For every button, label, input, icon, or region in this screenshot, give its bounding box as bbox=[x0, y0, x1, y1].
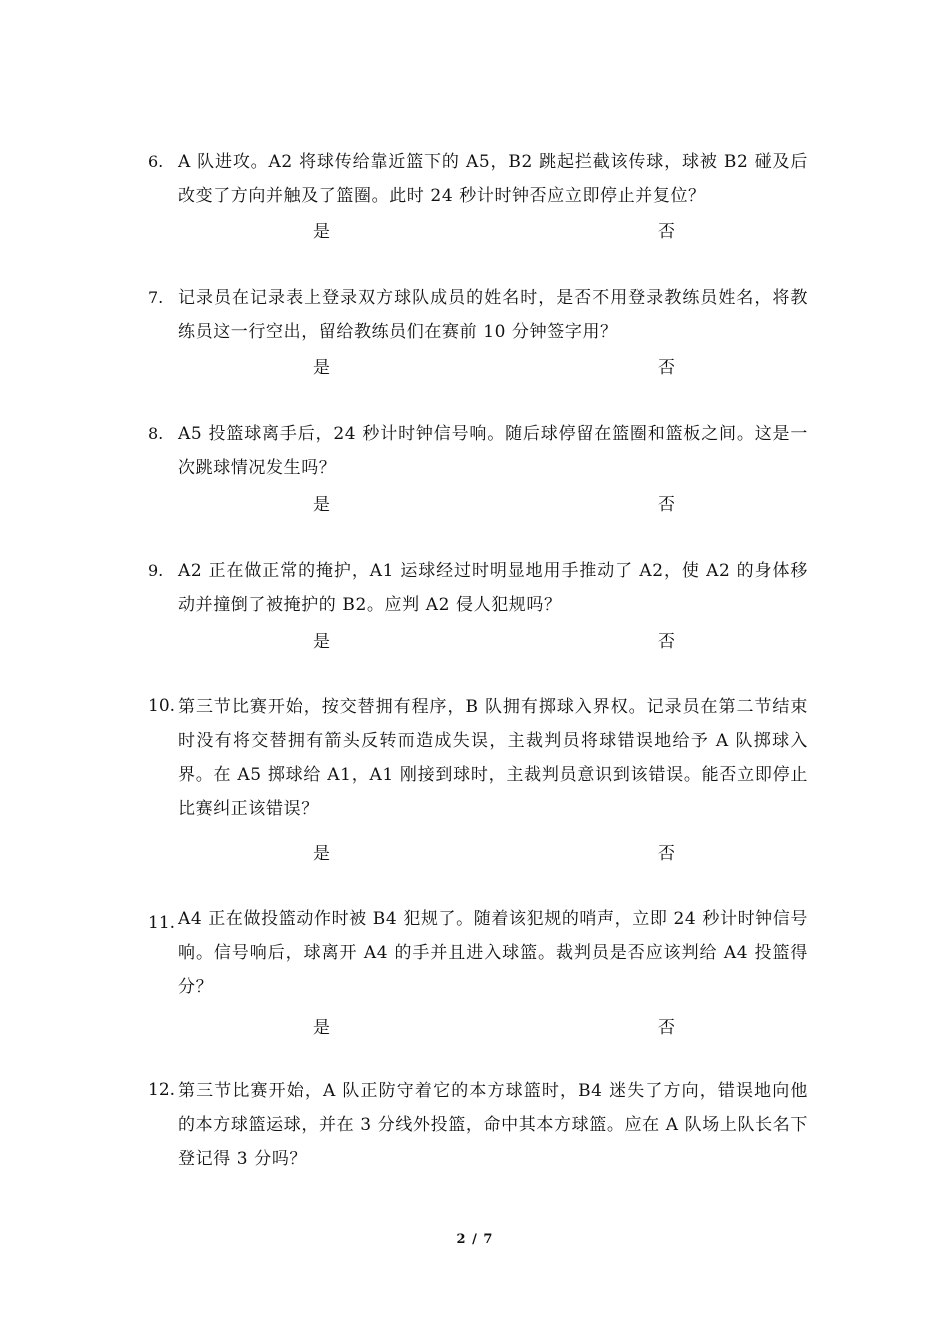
question-number: 12. bbox=[148, 1080, 176, 1100]
question-7 bbox=[148, 281, 808, 349]
answer-yes[interactable]: 是 bbox=[313, 358, 330, 378]
answer-no[interactable]: 否 bbox=[658, 632, 675, 652]
page-indicator: 2 / 7 bbox=[456, 1232, 494, 1247]
question-12 bbox=[148, 1074, 808, 1176]
question-text: A5 投篮球离手后，24 秒计时钟信号响。随后球停留在篮圈和篮板之间。这是一次跳球情况发生吗？ bbox=[178, 424, 808, 478]
question-text: 第三节比赛开始，A 队正防守着它的本方球篮时，B4 迷失了方向，错误地向他的本方球篮运球，并在 3 分线外投篮，命中其本方球篮。应在 A 队场上队长名下登记得 3 分吗？ bbox=[178, 1081, 808, 1169]
answer-yes[interactable]: 是 bbox=[313, 632, 330, 652]
answer-yes[interactable]: 是 bbox=[313, 844, 330, 864]
answer-no[interactable]: 否 bbox=[658, 1018, 675, 1038]
answer-options-7 bbox=[0, 352, 950, 384]
answer-yes[interactable]: 是 bbox=[313, 1018, 330, 1038]
answer-options-10 bbox=[0, 838, 950, 870]
question-text: A2 正在做正常的掩护，A1 运球经过时明显地用手推动了 A2，使 A2 的身体移动并撞倒了被掩护的 B2。应判 A2 侵人犯规吗？ bbox=[178, 561, 808, 615]
answer-options-6 bbox=[0, 216, 950, 248]
answer-no[interactable]: 否 bbox=[658, 495, 675, 515]
question-text: 第三节比赛开始，按交替拥有程序，B 队拥有掷球入界权。记录员在第二节结束时没有将交替拥有箭头反转而造成失误，主裁判员将球错误地给予 A 队掷球入界。在 A5 掷球给 A1，A1 刚接到球时，主裁判员意识到该错误。能否立即停止比赛纠正该错误？ bbox=[178, 697, 808, 819]
answer-no[interactable]: 否 bbox=[658, 844, 675, 864]
question-11 bbox=[148, 902, 808, 1004]
answer-options-9 bbox=[0, 626, 950, 658]
question-number: 8. bbox=[148, 424, 164, 443]
question-number: 9. bbox=[148, 561, 164, 580]
question-number: 10. bbox=[148, 696, 176, 716]
answer-no[interactable]: 否 bbox=[658, 358, 675, 378]
question-9 bbox=[148, 554, 808, 622]
answer-yes[interactable]: 是 bbox=[313, 222, 330, 242]
question-6 bbox=[148, 145, 808, 213]
question-text: 记录员在记录表上登录双方球队成员的姓名时，是否不用登录教练员姓名，将教练员这一行空出，留给教练员们在赛前 10 分钟签字用？ bbox=[178, 288, 808, 342]
question-number: 11. bbox=[148, 913, 176, 933]
answer-yes[interactable]: 是 bbox=[313, 495, 330, 515]
question-10 bbox=[148, 690, 808, 826]
question-number: 6. bbox=[148, 152, 164, 171]
answer-options-11 bbox=[0, 1012, 950, 1044]
question-text: A4 正在做投篮动作时被 B4 犯规了。随着该犯规的哨声，立即 24 秒计时钟信号响。信号响后，球离开 A4 的手并且进入球篮。裁判员是否应该判给 A4 投篮得分？ bbox=[178, 909, 808, 997]
question-text: A 队进攻。A2 将球传给靠近篮下的 A5，B2 跳起拦截该传球，球被 B2 碰及后改变了方向并触及了篮圈。此时 24 秒计时钟否应立即停止并复位？ bbox=[178, 152, 808, 206]
question-8 bbox=[148, 417, 808, 485]
question-number: 7. bbox=[148, 288, 164, 307]
answer-options-8 bbox=[0, 489, 950, 521]
answer-no[interactable]: 否 bbox=[658, 222, 675, 242]
